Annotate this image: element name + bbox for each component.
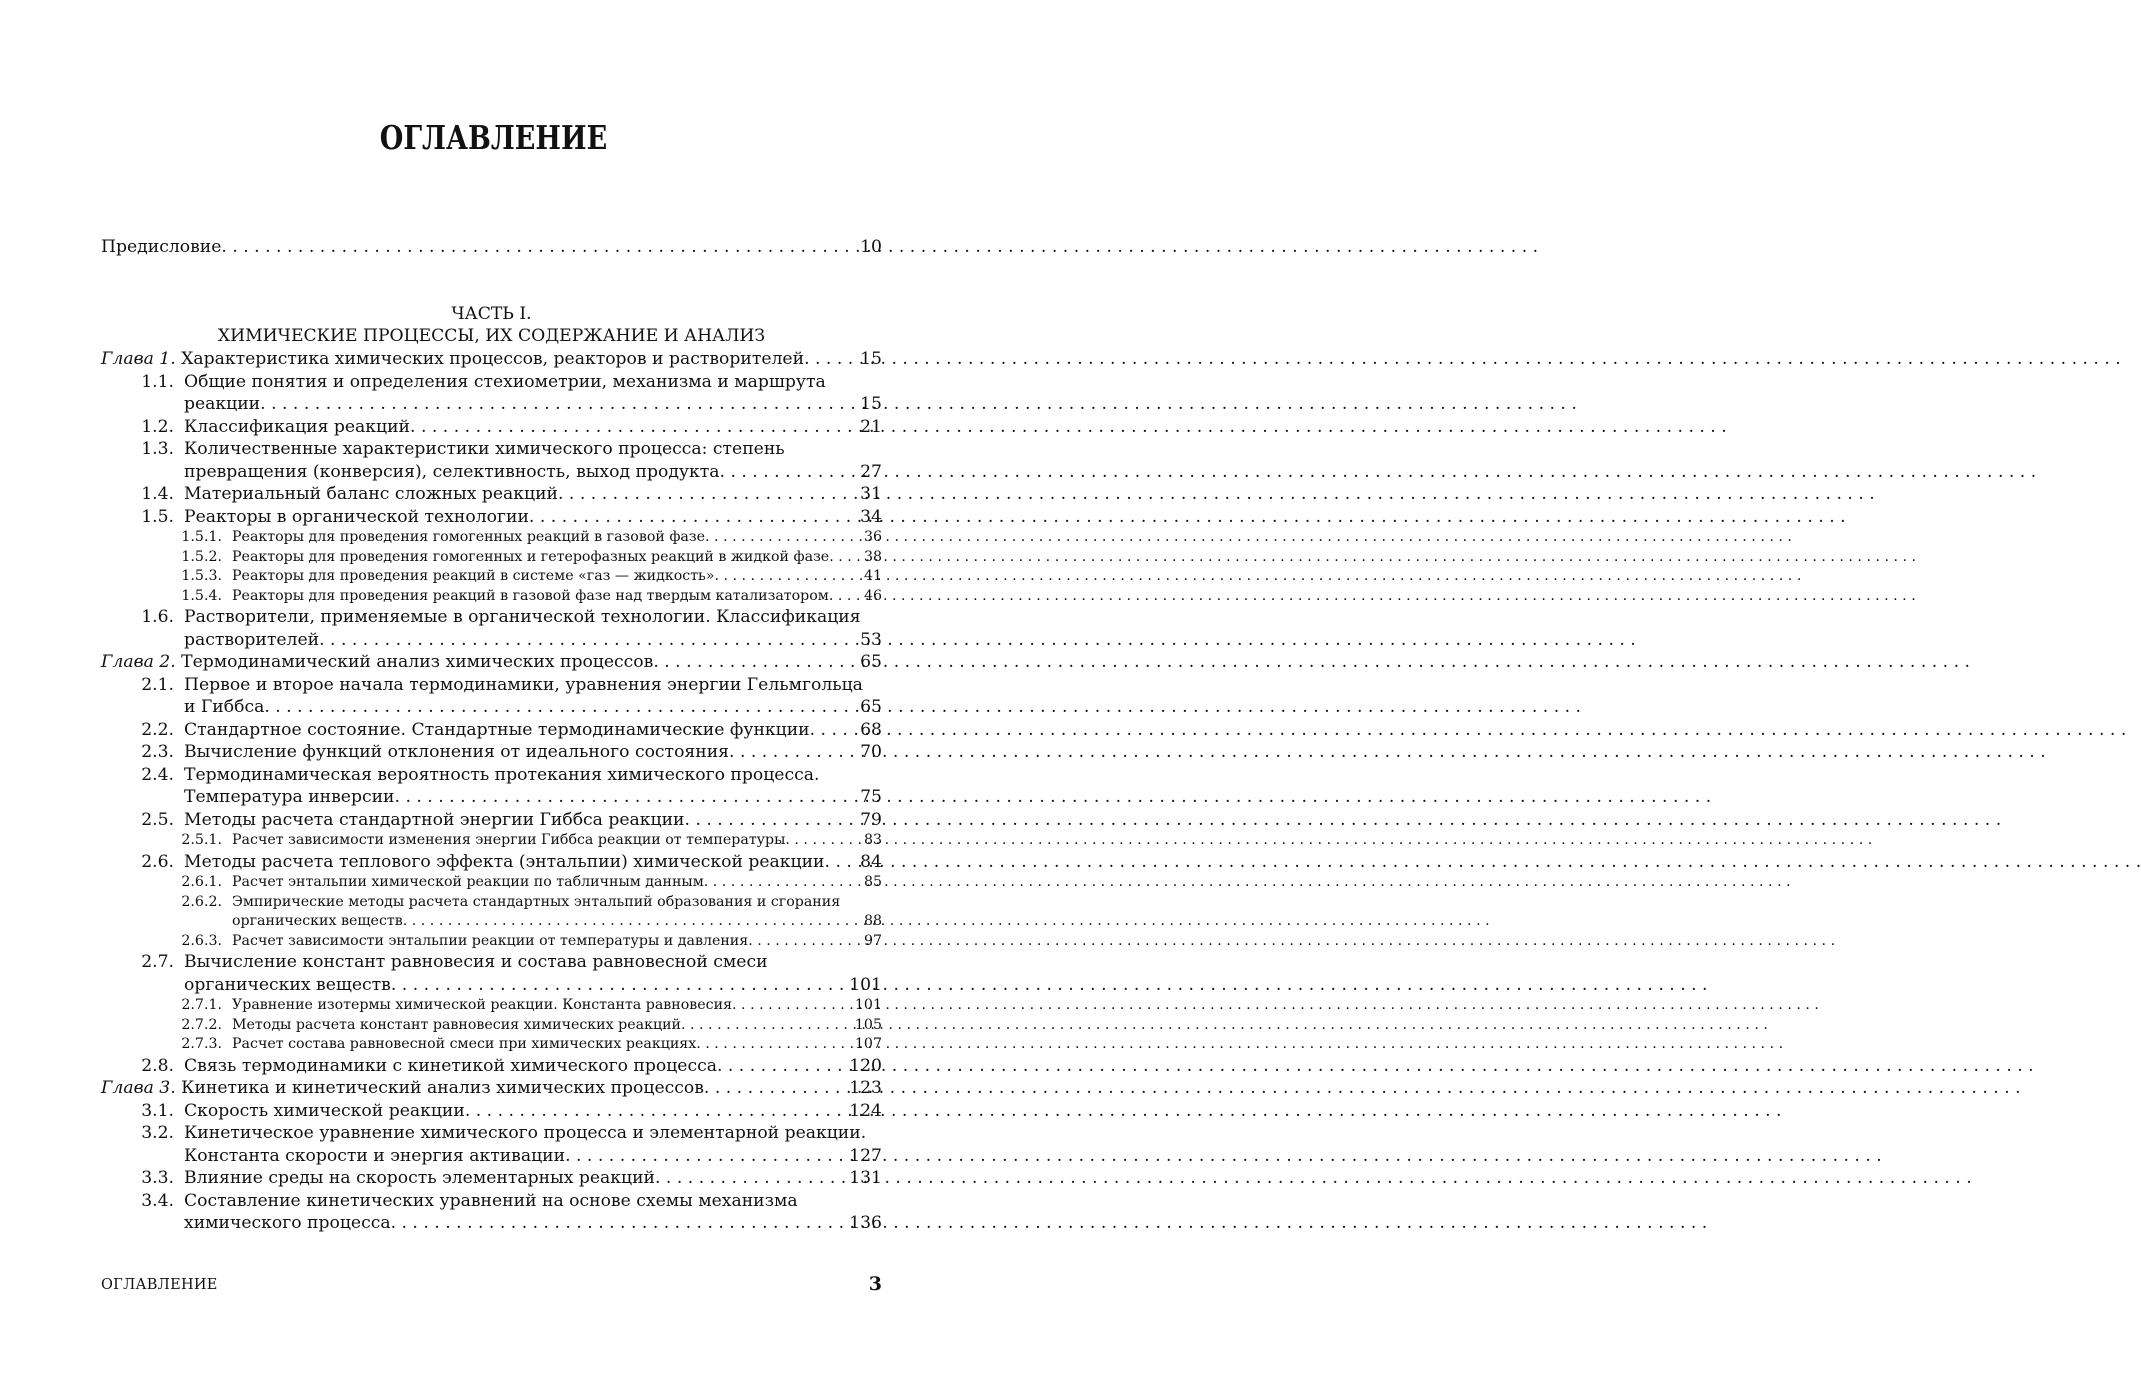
toc-entry-page: 97	[863, 932, 882, 949]
toc-entry-body	[222, 831, 882, 851]
toc-section[interactable]	[101, 851, 882, 874]
toc-entry-line	[101, 696, 882, 719]
toc-entry-line	[101, 912, 882, 932]
toc-entry-body	[174, 606, 882, 629]
part-number: ЧАСТЬ I.	[451, 304, 532, 324]
toc-entry-body	[174, 974, 882, 997]
toc-chapter[interactable]	[101, 348, 882, 371]
toc-entry-title: химического процесса	[184, 1213, 391, 1233]
toc-entry-body	[222, 932, 882, 952]
toc-entry-title: Связь термодинамики с кинетикой химического процесса	[184, 1055, 717, 1076]
leader-dots	[653, 651, 858, 674]
leader-dots	[704, 1077, 847, 1100]
toc-entry-line	[101, 932, 882, 952]
toc-entry-body	[174, 1190, 882, 1213]
toc-entry-line	[101, 483, 882, 506]
toc-entry-line	[101, 567, 882, 587]
toc-entry-page: 38	[863, 548, 882, 565]
toc-entry-number: 1.5.	[141, 506, 174, 527]
chapter-name: Термодинамический анализ химических процессов	[181, 652, 654, 672]
leader-dots	[681, 1016, 853, 1036]
toc-subsection[interactable]	[101, 873, 882, 893]
toc-entry-body	[174, 1100, 882, 1123]
leader-dots	[260, 393, 858, 416]
toc-entry-number: 2.6.2.	[181, 893, 222, 910]
chapter-name: Характеристика химических процессов, реакторов и растворителей	[181, 349, 805, 369]
toc-entry-title: Реакторы для проведения гомогенных и гетерофазных реакций в жидкой фазе	[232, 548, 830, 565]
toc-entry-line	[101, 548, 882, 568]
toc-entry-number: 2.2.	[141, 719, 174, 740]
toc-chapter-title	[101, 651, 653, 674]
leader-dots	[221, 236, 858, 258]
toc-entry-title: Методы расчета констант равновесия химических реакций	[232, 1016, 681, 1033]
toc-entry-body	[174, 1145, 882, 1168]
toc-entry-body	[174, 764, 882, 787]
toc-entry-body	[222, 548, 882, 568]
toc-entry-first-line	[101, 1190, 882, 1213]
toc-subsection[interactable]	[101, 567, 882, 587]
toc-entry-body	[174, 741, 882, 764]
toc-entry-line	[101, 1035, 882, 1055]
toc-entry-body	[174, 393, 882, 416]
toc-entry-first-line	[101, 893, 882, 913]
toc-entry-number: 2.6.1.	[181, 874, 222, 890]
toc-section[interactable]	[101, 741, 882, 764]
toc-entry-body	[174, 719, 882, 742]
leader-dots	[829, 548, 862, 568]
toc-entry-line	[101, 741, 882, 764]
toc-entry-line	[101, 873, 882, 893]
toc-entry-body	[174, 674, 882, 697]
toc-entry-page: 15	[860, 394, 882, 414]
toc-subsection[interactable]	[101, 1035, 882, 1055]
toc-entry-title: и Гиббса	[184, 697, 265, 717]
toc-entry-line	[101, 851, 882, 874]
toc-subsection[interactable]	[101, 893, 882, 932]
toc-entry-line	[101, 786, 882, 809]
leader-dots	[810, 719, 859, 742]
toc-entry-page: 123	[849, 1078, 882, 1098]
toc-entry-page: 101	[849, 974, 882, 995]
toc-entry-body	[174, 786, 882, 809]
toc-entry-title: Материальный баланс сложных реакций	[184, 484, 558, 504]
toc-chapter[interactable]	[101, 651, 882, 674]
leader-dots	[748, 932, 862, 952]
toc-entry-line	[101, 831, 882, 851]
toc-entry-number: 1.4.	[141, 484, 174, 504]
toc-entry-line	[101, 1145, 882, 1168]
leader-dots	[696, 1035, 853, 1055]
toc-entry-number: 3.1.	[141, 1100, 174, 1121]
toc-entry-page: 83	[863, 832, 882, 848]
leader-dots	[565, 1145, 847, 1168]
toc-entry-title: превращения (конверсия), селективность, выход продукта	[184, 461, 720, 482]
toc-entry-line	[101, 1167, 882, 1190]
toc-entry-title: Реакторы для проведения реакций в системе «газ — жидкость»	[232, 568, 715, 584]
toc-entry-line	[101, 416, 882, 439]
toc-entry-line	[101, 1055, 882, 1078]
leader-dots	[825, 851, 859, 874]
toc-entry-body	[222, 996, 882, 1016]
page-number: 3	[868, 1273, 882, 1295]
toc-entry-page: 136	[849, 1213, 882, 1233]
toc-entry-title: Эмпирические методы расчета стандартных энтальпий образования и сгорания	[232, 893, 841, 910]
toc-entry-number: 2.6.	[141, 851, 174, 872]
toc-entry-first-line	[101, 674, 882, 697]
leader-dots	[319, 629, 858, 652]
toc-section[interactable]	[101, 1100, 882, 1123]
toc-entry-title: Вычисление функций отклонения от идеального состояния	[184, 742, 730, 762]
toc-entry-title: Кинетическое уравнение химического процесса и элементарной реакции.	[184, 1123, 867, 1143]
toc-section[interactable]	[101, 1167, 882, 1190]
leader-dots	[529, 506, 858, 529]
toc-section[interactable]	[101, 1122, 882, 1167]
toc-entry-line	[101, 719, 882, 742]
toc-entry-page: 21	[860, 416, 882, 437]
leader-dots	[685, 809, 859, 832]
toc-entry-line	[101, 974, 882, 997]
toc-entry-first-line	[101, 1122, 882, 1145]
toc-section[interactable]	[101, 371, 882, 416]
toc-entry-page: 107	[854, 1036, 882, 1052]
toc-entry-body	[222, 1016, 882, 1036]
toc-entry-page: 46	[863, 587, 882, 604]
part-heading	[101, 303, 882, 347]
toc-entry-number: 3.2.	[141, 1123, 174, 1143]
part-title: ХИМИЧЕСКИЕ ПРОЦЕССЫ, ИХ СОДЕРЖАНИЕ И АНАЛИЗ	[217, 326, 766, 346]
toc-chapter[interactable]	[101, 1077, 882, 1100]
leader-dots	[465, 1100, 847, 1123]
toc-section[interactable]	[101, 438, 882, 483]
running-head: ОГЛАВЛЕНИЕ	[101, 1277, 218, 1293]
leader-dots	[655, 1167, 847, 1190]
toc-entry-number: 3.3.	[141, 1168, 174, 1188]
chapter-label: Глава 2.	[101, 652, 176, 672]
toc-entry-title: Составление кинетических уравнений на основе схемы механизма	[184, 1190, 798, 1211]
toc-entry-title: Расчет энтальпии химической реакции по табличным данным	[232, 874, 704, 890]
leader-dots	[391, 974, 847, 997]
table-of-contents	[101, 236, 882, 1235]
toc-entry-body	[174, 1122, 882, 1145]
leader-dots	[558, 483, 858, 506]
leader-dots	[829, 587, 862, 607]
toc-entry-number: 2.3.	[141, 742, 174, 762]
toc-section[interactable]	[101, 764, 882, 809]
toc-entry-first-line	[101, 951, 882, 974]
toc-section[interactable]	[101, 809, 882, 832]
toc-entry-body	[174, 951, 882, 974]
toc-entry-page: 124	[849, 1100, 882, 1121]
toc-entry-number: 3.4.	[141, 1190, 174, 1211]
toc-entry-first-line	[101, 606, 882, 629]
toc-entry-body	[222, 893, 882, 913]
toc-entry-title: Количественные характеристики химического процесса: степень	[184, 439, 785, 459]
leader-dots	[785, 831, 862, 851]
toc-entry-line	[101, 587, 882, 607]
toc-entry-body	[174, 371, 882, 394]
toc-entry-number: 2.8.	[141, 1055, 174, 1076]
toc-entry-first-line	[101, 764, 882, 787]
toc-entry-title: реакции	[184, 394, 261, 414]
leader-dots	[705, 528, 862, 548]
toc-entry-page: 34	[860, 506, 882, 527]
toc-subsection[interactable]	[101, 932, 882, 952]
toc-entry-number: 2.4.	[141, 764, 174, 785]
toc-entry-line	[101, 1100, 882, 1123]
leader-dots	[264, 696, 858, 719]
toc-entry-number: 1.5.1.	[181, 529, 222, 545]
toc-entry-number: 2.5.	[141, 809, 174, 830]
toc-entry-title: Методы расчета теплового эффекта (энтальпии) химической реакции	[184, 851, 825, 872]
toc-entry-number: 2.7.	[141, 952, 174, 972]
toc-entry-page: 84	[860, 851, 882, 872]
toc-entry-body	[174, 1212, 882, 1235]
toc-entry-body	[222, 567, 882, 587]
leader-dots	[732, 996, 853, 1016]
toc-subsection[interactable]	[101, 1016, 882, 1036]
toc-subsection[interactable]	[101, 548, 882, 568]
toc-chapter-title	[101, 1077, 704, 1100]
toc-entry-title: Термодинамическая вероятность протекания химического процесса.	[184, 764, 820, 785]
page-title: ОГЛАВЛЕНИЕ	[379, 118, 608, 157]
toc-entry-page: 75	[860, 787, 882, 807]
toc-entry-number: 1.5.2.	[181, 548, 222, 565]
toc-entry-page: 105	[854, 1016, 882, 1033]
leader-dots	[391, 1212, 848, 1235]
toc-entry-title: Классификация реакций	[184, 416, 411, 437]
toc-entry-number: 1.5.3.	[181, 568, 222, 584]
toc-chapters	[101, 348, 882, 1235]
toc-entry-page: 41	[863, 568, 882, 584]
toc-entry-number: 2.7.3.	[181, 1036, 222, 1052]
toc-entry-line	[101, 996, 882, 1016]
toc-entry-body	[174, 696, 882, 719]
toc-section[interactable]	[101, 483, 882, 506]
toc-section[interactable]	[101, 1190, 882, 1235]
toc-entry-title: Расчет зависимости энтальпии реакции от температуры и давления	[232, 932, 749, 949]
toc-entry-title: Предисловие	[101, 237, 222, 257]
toc-entry-number: 2.7.2.	[181, 1016, 222, 1033]
toc-entry-number: 1.2.	[141, 416, 174, 437]
toc-entry-body	[222, 912, 882, 932]
leader-dots	[395, 786, 859, 809]
toc-entry-number: 1.3.	[141, 439, 174, 459]
toc-entry-title: Общие понятия и определения стехиометрии, механизма и маршрута	[184, 371, 826, 392]
toc-entry-number: 2.5.1.	[181, 832, 222, 848]
toc-entry-title: Уравнение изотермы химической реакции. Константа равновесия	[232, 997, 733, 1013]
toc-entry-title: Расчет зависимости изменения энергии Гиббса реакции от температуры	[232, 832, 786, 848]
toc-entry-page: 85	[863, 874, 882, 890]
toc-entry-line	[101, 393, 882, 416]
toc-entry-number: 1.5.4.	[181, 587, 222, 604]
toc-entry-body	[174, 506, 882, 529]
toc-entry-page: 68	[860, 719, 882, 740]
toc-entry-preface[interactable]	[101, 236, 882, 258]
toc-entry-page: 65	[860, 697, 882, 717]
toc-section[interactable]	[101, 719, 882, 742]
toc-entry-first-line	[101, 438, 882, 461]
toc-entry-page: 27	[860, 461, 882, 482]
toc-entry-page: 79	[860, 809, 882, 830]
toc-entry-body	[174, 438, 882, 461]
chapter-label: Глава 3.	[101, 1078, 176, 1098]
toc-section[interactable]	[101, 506, 882, 529]
toc-entry-body	[174, 851, 882, 874]
toc-entry-body	[174, 629, 882, 652]
toc-entry-page: 88	[863, 913, 882, 929]
toc-entry-number: 2.6.3.	[181, 932, 222, 949]
toc-entry-title: Реакторы в органической технологии	[184, 506, 529, 527]
toc-entry-line	[101, 528, 882, 548]
toc-entry-line	[101, 1212, 882, 1235]
toc-entry-number: 2.7.1.	[181, 997, 222, 1013]
toc-subsection[interactable]	[101, 528, 882, 548]
toc-entry-title: Расчет состава равновесной смеси при химических реакциях	[232, 1036, 697, 1052]
toc-entry-title: Скорость химической реакции	[184, 1100, 465, 1121]
toc-entry-body	[174, 483, 882, 506]
toc-entry-body	[174, 1167, 882, 1190]
toc-entry-title: Первое и второе начала термодинамики, уравнения энергии Гельмгольца	[184, 674, 863, 695]
toc-entry-title: растворителей	[184, 629, 320, 650]
toc-entry-page: 120	[849, 1055, 882, 1076]
toc-entry-body	[174, 461, 882, 484]
toc-entry-body	[174, 416, 882, 439]
toc-entry-body	[174, 809, 882, 832]
toc-entry-number: 1.6.	[141, 607, 174, 627]
toc-entry-title: Реакторы для проведения реакций в газовой фазе над твердым катализатором	[232, 587, 829, 604]
leader-dots	[729, 741, 858, 764]
leader-dots	[410, 416, 858, 439]
toc-section[interactable]	[101, 606, 882, 651]
chapter-name: Кинетика и кинетический анализ химических процессов	[181, 1078, 704, 1098]
toc-subsection[interactable]	[101, 996, 882, 1016]
toc-entry-line	[101, 809, 882, 832]
toc-entry-page: 31	[860, 484, 882, 504]
toc-subsection[interactable]	[101, 831, 882, 851]
leader-dots	[704, 873, 862, 893]
leader-dots	[714, 567, 861, 587]
toc-entry-title: Вычисление констант равновесия и состава равновесной смеси	[184, 952, 768, 972]
toc-entry-page: 65	[860, 652, 882, 672]
leader-dots	[720, 461, 859, 484]
toc-section[interactable]	[101, 674, 882, 719]
leader-dots	[717, 1055, 847, 1078]
toc-entry-title: Температура инверсии	[184, 787, 395, 807]
leader-dots	[403, 912, 862, 932]
toc-entry-title: органических веществ	[232, 913, 403, 929]
toc-entry-number: 2.1.	[141, 674, 174, 695]
toc-entry-number: 1.1.	[141, 371, 174, 392]
toc-entry-page: 10	[860, 237, 882, 257]
toc-entry-line	[101, 1016, 882, 1036]
toc-entry-title: Влияние среды на скорость элементарных реакций	[184, 1168, 655, 1188]
toc-entry-body	[222, 587, 882, 607]
toc-entry-title: Стандартное состояние. Стандартные термодинамические функции	[184, 719, 810, 740]
toc-entry-title: Константа скорости и энергия активации	[184, 1145, 566, 1166]
toc-entry-page: 15	[860, 349, 882, 369]
toc-entry-title: органических веществ	[184, 974, 391, 995]
toc-section[interactable]	[101, 1055, 882, 1078]
toc-section[interactable]	[101, 416, 882, 439]
toc-entry-line	[101, 506, 882, 529]
toc-entry-title: Методы расчета стандартной энергии Гиббса реакции	[184, 809, 685, 830]
toc-entry-body	[222, 873, 882, 893]
chapter-label: Глава 1.	[101, 349, 176, 369]
toc-entry-title: Реакторы для проведения гомогенных реакций в газовой фазе	[232, 529, 706, 545]
toc-entry-page: 70	[860, 742, 882, 762]
toc-entry-first-line	[101, 371, 882, 394]
toc-entry-body	[174, 1055, 882, 1078]
toc-entry-body	[222, 528, 882, 548]
toc-entry-body	[222, 1035, 882, 1055]
toc-section[interactable]	[101, 951, 882, 996]
toc-subsection[interactable]	[101, 587, 882, 607]
leader-dots	[804, 348, 858, 371]
toc-chapter-title	[101, 348, 804, 371]
toc-entry-title: Растворители, применяемые в органической технологии. Классификация	[184, 607, 861, 627]
toc-entry-page: 127	[849, 1145, 882, 1166]
toc-entry-line	[101, 461, 882, 484]
toc-entry-line	[101, 629, 882, 652]
toc-entry-page: 36	[863, 529, 882, 545]
toc-entry-page: 131	[849, 1168, 882, 1188]
toc-entry-page: 53	[860, 629, 882, 650]
toc-entry-page: 101	[854, 997, 882, 1013]
